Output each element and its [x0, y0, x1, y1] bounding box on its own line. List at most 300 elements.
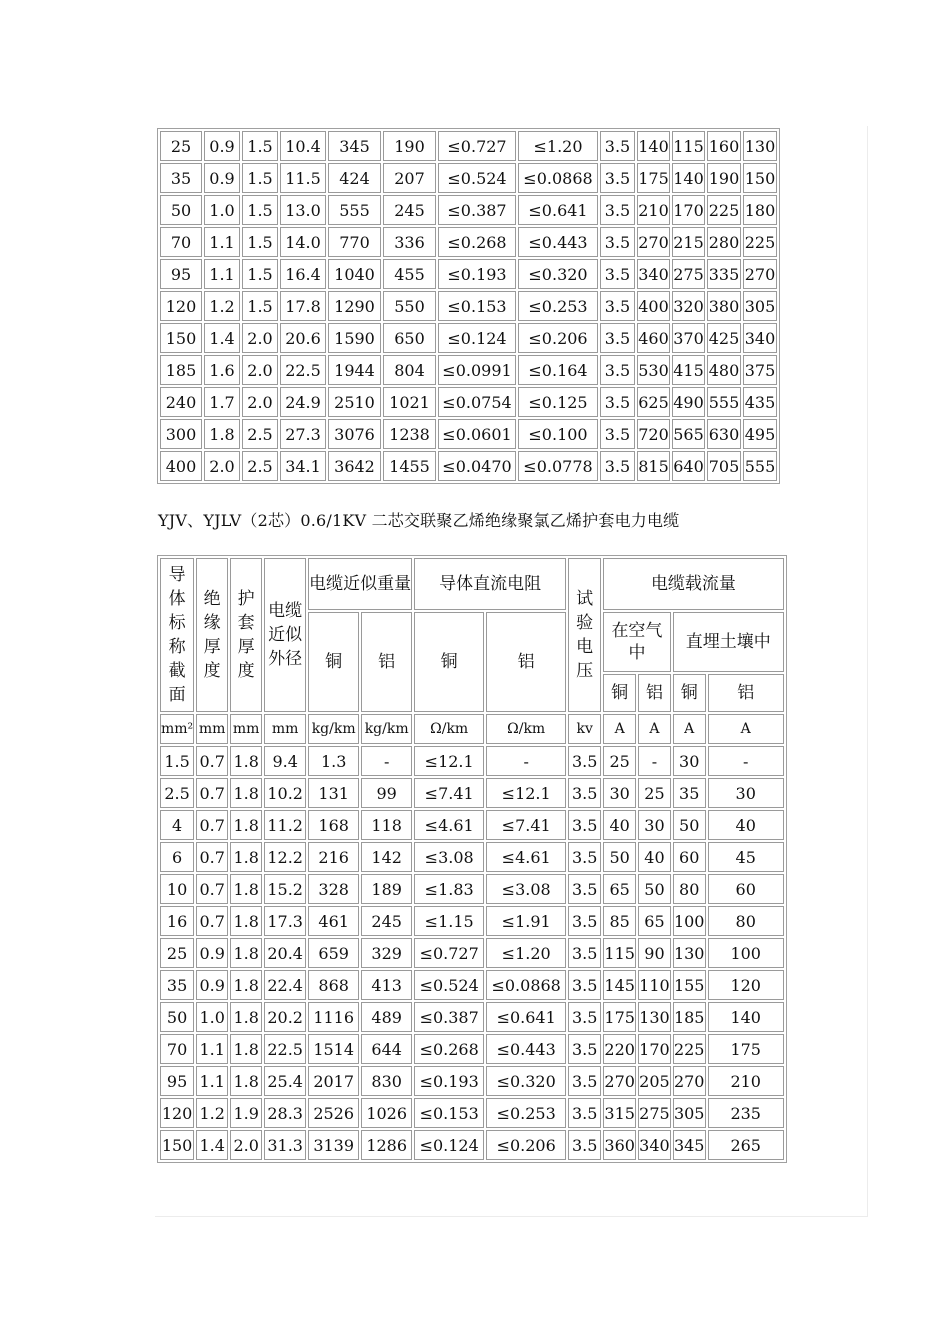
table-cell: 335 — [707, 259, 741, 289]
table-cell: 659 — [308, 938, 359, 968]
table-cell: 2526 — [308, 1098, 359, 1128]
table-cell: 15.2 — [264, 874, 306, 904]
table-cell: 95 — [160, 1066, 194, 1096]
table-cell: 461 — [308, 906, 359, 936]
header-resistance-aluminum: 铝 — [486, 612, 566, 712]
table-cell: 565 — [672, 419, 705, 449]
table-cell: 1.8 — [230, 842, 262, 872]
table-cell: 1455 — [383, 451, 436, 481]
table-cell: ≤0.727 — [438, 131, 516, 161]
table-cell: 11.5 — [280, 163, 326, 193]
table-cell: 120 — [708, 970, 784, 1000]
table-row — [160, 1098, 784, 1128]
table-cell: 2.0 — [242, 387, 278, 417]
table-cell: 360 — [603, 1130, 636, 1160]
table-cell: 130 — [743, 131, 777, 161]
table-cell: 3.5 — [600, 323, 635, 353]
table-cell: 3.5 — [600, 227, 635, 257]
table-cell: 190 — [707, 163, 741, 193]
table-cell: 1026 — [361, 1098, 412, 1128]
table-cell: 210 — [637, 195, 670, 225]
table-cell: 0.7 — [196, 810, 228, 840]
table-cell: 555 — [328, 195, 381, 225]
table-cell: 328 — [308, 874, 359, 904]
table-cell: 329 — [361, 938, 412, 968]
cable-spec-table-continued — [157, 128, 780, 484]
table-cell: - — [708, 746, 784, 776]
table-cell: 17.8 — [280, 291, 326, 321]
table-cell: 35 — [673, 778, 706, 808]
table-cell: 30 — [603, 778, 636, 808]
table-cell: 1.8 — [204, 419, 240, 449]
table-cell: ≤0.443 — [486, 1034, 566, 1064]
table-cell: 3.5 — [600, 131, 635, 161]
table-cell: 170 — [638, 1034, 671, 1064]
table-cell: 25 — [160, 938, 194, 968]
table-cell: ≤3.08 — [414, 842, 484, 872]
table-cell: ≤0.164 — [518, 355, 598, 385]
table-cell: 489 — [361, 1002, 412, 1032]
table-cell: 0.7 — [196, 842, 228, 872]
units-row — [160, 714, 784, 744]
header-ampacity: 电缆载流量 — [603, 558, 784, 610]
table-cell: 270 — [637, 227, 670, 257]
table-cell: 2.5 — [242, 419, 278, 449]
table-cell: 3.5 — [568, 938, 601, 968]
header-in-air: 在空气中 — [603, 612, 671, 672]
table-cell: 3.5 — [600, 419, 635, 449]
table-row — [160, 387, 777, 417]
table-cell: 1.5 — [242, 291, 278, 321]
table-cell: 20.4 — [264, 938, 306, 968]
unit-cell: A — [673, 714, 706, 744]
header-insulation: 绝缘厚度 — [196, 558, 228, 712]
table-cell: 380 — [707, 291, 741, 321]
table-cell: 435 — [743, 387, 777, 417]
table-cell: 100 — [673, 906, 706, 936]
table-cell: 210 — [708, 1066, 784, 1096]
unit-cell: Ω/km — [414, 714, 484, 744]
table-cell: 60 — [673, 842, 706, 872]
header-weight-aluminum: 铝 — [361, 612, 412, 712]
table-row — [160, 195, 777, 225]
table-cell: 30 — [673, 746, 706, 776]
unit-cell: kg/km — [361, 714, 412, 744]
table-cell: 400 — [160, 451, 202, 481]
table-cell: 28.3 — [264, 1098, 306, 1128]
table-cell: 3.5 — [568, 842, 601, 872]
table-cell: 40 — [603, 810, 636, 840]
table-cell: 155 — [673, 970, 706, 1000]
table-cell: 460 — [637, 323, 670, 353]
table-cell: ≤1.15 — [414, 906, 484, 936]
table-cell: 85 — [603, 906, 636, 936]
unit-cell: Ω/km — [486, 714, 566, 744]
table-row — [160, 163, 777, 193]
table-cell: 130 — [638, 1002, 671, 1032]
table-cell: 1.2 — [196, 1098, 228, 1128]
table-cell: 90 — [638, 938, 671, 968]
table-cell: 345 — [673, 1130, 706, 1160]
table-cell: 150 — [160, 323, 202, 353]
table-cell: 35 — [160, 970, 194, 1000]
table-cell: 300 — [160, 419, 202, 449]
header-voltage: 试验电压 — [568, 558, 601, 712]
table-cell: 280 — [707, 227, 741, 257]
table-cell: 225 — [743, 227, 777, 257]
table-row — [160, 1002, 784, 1032]
table-cell: 375 — [743, 355, 777, 385]
table-cell: 1.8 — [230, 970, 262, 1000]
table-cell: - — [638, 746, 671, 776]
table-cell: 1.2 — [204, 291, 240, 321]
table-cell: 120 — [160, 1098, 194, 1128]
table-cell: 1238 — [383, 419, 436, 449]
table-cell: 190 — [383, 131, 436, 161]
table-cell: 140 — [708, 1002, 784, 1032]
table-cell: 265 — [708, 1130, 784, 1160]
table-cell: 14.0 — [280, 227, 326, 257]
table-cell: 345 — [328, 131, 381, 161]
table-cell: 13.0 — [280, 195, 326, 225]
table-cell: 770 — [328, 227, 381, 257]
table-cell: 1.6 — [204, 355, 240, 385]
table-cell: 315 — [603, 1098, 636, 1128]
table-cell: ≤0.125 — [518, 387, 598, 417]
table2-body — [160, 746, 784, 1160]
table-cell: 131 — [308, 778, 359, 808]
table-cell: ≤1.83 — [414, 874, 484, 904]
table-cell: 34.1 — [280, 451, 326, 481]
table-cell: 150 — [743, 163, 777, 193]
unit-cell: mm — [196, 714, 228, 744]
table-cell: 1.8 — [230, 906, 262, 936]
table-row — [160, 970, 784, 1000]
table-cell: 1040 — [328, 259, 381, 289]
table-cell: 1116 — [308, 1002, 359, 1032]
table-cell: 216 — [308, 842, 359, 872]
table-cell: ≤0.443 — [518, 227, 598, 257]
table-cell: ≤0.727 — [414, 938, 484, 968]
header-in-soil: 直埋土壤中 — [673, 612, 784, 672]
table-cell: 336 — [383, 227, 436, 257]
header-weight: 电缆近似重量 — [308, 558, 412, 610]
table-cell: 1.9 — [230, 1098, 262, 1128]
table-cell: 160 — [707, 131, 741, 161]
table-cell: ≤1.20 — [518, 131, 598, 161]
table-cell: ≤0.524 — [414, 970, 484, 1000]
table-cell: 2017 — [308, 1066, 359, 1096]
table-row — [160, 451, 777, 481]
table1-body — [160, 131, 777, 481]
table-cell: 140 — [637, 131, 670, 161]
table-cell: 6 — [160, 842, 194, 872]
table-cell: 275 — [672, 259, 705, 289]
table-cell: 185 — [160, 355, 202, 385]
table-cell: 400 — [637, 291, 670, 321]
table-cell: 235 — [708, 1098, 784, 1128]
table-cell: ≤0.268 — [414, 1034, 484, 1064]
table-cell: 25 — [160, 131, 202, 161]
table-cell: 2510 — [328, 387, 381, 417]
table-cell: 1.5 — [242, 131, 278, 161]
table-row — [160, 778, 784, 808]
header-air-copper: 铜 — [603, 674, 636, 712]
table-cell: 2.0 — [230, 1130, 262, 1160]
table-cell: ≤0.641 — [518, 195, 598, 225]
table-cell: 1.8 — [230, 1066, 262, 1096]
header-soil-aluminum: 铝 — [708, 674, 784, 712]
table-cell: 170 — [672, 195, 705, 225]
table-cell: 480 — [707, 355, 741, 385]
table-cell: ≤0.387 — [414, 1002, 484, 1032]
table-cell: 550 — [383, 291, 436, 321]
table-cell: 1.8 — [230, 874, 262, 904]
table-row — [160, 419, 777, 449]
table-cell: ≤0.253 — [486, 1098, 566, 1128]
table-cell: 1.1 — [196, 1034, 228, 1064]
table-cell: ≤4.61 — [414, 810, 484, 840]
table-cell: 130 — [673, 938, 706, 968]
table-cell: 1.3 — [308, 746, 359, 776]
table-cell: 3.5 — [568, 1130, 601, 1160]
table-cell: 1.5 — [160, 746, 194, 776]
table-cell: 10 — [160, 874, 194, 904]
table-cell: 27.3 — [280, 419, 326, 449]
table-row — [160, 810, 784, 840]
table-cell: 99 — [361, 778, 412, 808]
table-cell: 17.3 — [264, 906, 306, 936]
table-cell: 720 — [637, 419, 670, 449]
table-cell: 95 — [160, 259, 202, 289]
table-cell: 45 — [708, 842, 784, 872]
table-cell: 1.8 — [230, 778, 262, 808]
table-cell: 142 — [361, 842, 412, 872]
table-cell: 11.2 — [264, 810, 306, 840]
table-cell: 3.5 — [568, 778, 601, 808]
table-cell: 3.5 — [600, 387, 635, 417]
table-cell: ≤0.206 — [518, 323, 598, 353]
table-cell: 270 — [603, 1066, 636, 1096]
table-cell: 413 — [361, 970, 412, 1000]
table-cell: 1.8 — [230, 938, 262, 968]
table-cell: 225 — [673, 1034, 706, 1064]
table-cell: ≤0.0601 — [438, 419, 516, 449]
table-cell: 1.8 — [230, 1002, 262, 1032]
table-cell: 1.5 — [242, 227, 278, 257]
table-cell: 30 — [708, 778, 784, 808]
unit-cell: kv — [568, 714, 601, 744]
table-cell: 1286 — [361, 1130, 412, 1160]
table-cell: 305 — [673, 1098, 706, 1128]
table-cell: 3076 — [328, 419, 381, 449]
table-cell: 640 — [672, 451, 705, 481]
unit-cell: A — [708, 714, 784, 744]
unit-cell: kg/km — [308, 714, 359, 744]
table-cell: ≤0.153 — [438, 291, 516, 321]
table-cell: 1.8 — [230, 1034, 262, 1064]
table-cell: ≤0.387 — [438, 195, 516, 225]
table-cell: 3.5 — [600, 355, 635, 385]
table-cell: 3.5 — [568, 970, 601, 1000]
table-cell: 25 — [603, 746, 636, 776]
table-row — [160, 131, 777, 161]
table-cell: 0.9 — [196, 970, 228, 1000]
table-cell: 2.0 — [242, 323, 278, 353]
table-cell: 625 — [637, 387, 670, 417]
table-cell: 530 — [637, 355, 670, 385]
header-soil-copper: 铜 — [673, 674, 706, 712]
table-cell: 3.5 — [600, 259, 635, 289]
table-cell: ≤12.1 — [414, 746, 484, 776]
table-cell: 205 — [638, 1066, 671, 1096]
table-cell: 175 — [708, 1034, 784, 1064]
header-resistance-copper: 铜 — [414, 612, 484, 712]
table-cell: 115 — [603, 938, 636, 968]
table-cell: 1.5 — [242, 259, 278, 289]
table-cell: ≤0.153 — [414, 1098, 484, 1128]
table-cell: ≤0.0991 — [438, 355, 516, 385]
table-cell: 80 — [708, 906, 784, 936]
table-cell: 495 — [743, 419, 777, 449]
table-cell: 0.9 — [196, 938, 228, 968]
table-cell: 1.1 — [204, 259, 240, 289]
table-cell: 22.5 — [264, 1034, 306, 1064]
table-row — [160, 906, 784, 936]
table-cell: 275 — [638, 1098, 671, 1128]
table-cell: ≤0.268 — [438, 227, 516, 257]
table-cell: 340 — [743, 323, 777, 353]
table-cell: 22.5 — [280, 355, 326, 385]
table-cell: 50 — [603, 842, 636, 872]
table-cell: 118 — [361, 810, 412, 840]
table-cell: 3.5 — [600, 195, 635, 225]
table-row — [160, 874, 784, 904]
table-cell: 270 — [673, 1066, 706, 1096]
table-cell: 2.0 — [204, 451, 240, 481]
table-cell: 1514 — [308, 1034, 359, 1064]
table-cell: 35 — [160, 163, 202, 193]
table-row — [160, 291, 777, 321]
header-weight-copper: 铜 — [308, 612, 359, 712]
table-row — [160, 227, 777, 257]
table-cell: - — [486, 746, 566, 776]
table-cell: 80 — [673, 874, 706, 904]
table-cell: 320 — [672, 291, 705, 321]
table-cell: 22.4 — [264, 970, 306, 1000]
unit-cell: mm² — [160, 714, 194, 744]
table-cell: 270 — [743, 259, 777, 289]
table-cell: ≤0.0778 — [518, 451, 598, 481]
table-cell: 3642 — [328, 451, 381, 481]
header-diameter: 电缆近似外径 — [264, 558, 306, 712]
table-cell: 830 — [361, 1066, 412, 1096]
table-cell: ≤0.100 — [518, 419, 598, 449]
table-cell: 630 — [707, 419, 741, 449]
table-cell: 16 — [160, 906, 194, 936]
table-cell: 240 — [160, 387, 202, 417]
table-cell: 3.5 — [568, 1098, 601, 1128]
table-cell: 705 — [707, 451, 741, 481]
table-cell: 65 — [638, 906, 671, 936]
table-cell: 10.2 — [264, 778, 306, 808]
table-cell: 175 — [603, 1002, 636, 1032]
table-cell: 1.5 — [242, 195, 278, 225]
table-cell: 115 — [672, 131, 705, 161]
table-cell: 415 — [672, 355, 705, 385]
table-cell: - — [361, 746, 412, 776]
table-cell: 555 — [743, 451, 777, 481]
table-cell: 0.7 — [196, 746, 228, 776]
table-cell: 1.4 — [204, 323, 240, 353]
table-cell: 207 — [383, 163, 436, 193]
table-cell: ≤0.0470 — [438, 451, 516, 481]
table-cell: 2.5 — [242, 451, 278, 481]
table-cell: ≤7.41 — [486, 810, 566, 840]
table-cell: 140 — [672, 163, 705, 193]
table-cell: 868 — [308, 970, 359, 1000]
table-row — [160, 938, 784, 968]
table-cell: 2.5 — [160, 778, 194, 808]
header-sheath: 护套厚度 — [230, 558, 262, 712]
table-cell: 455 — [383, 259, 436, 289]
two-core-cable-spec-table — [157, 555, 787, 1163]
table-cell: 1.4 — [196, 1130, 228, 1160]
table-cell: 3.5 — [568, 906, 601, 936]
table-row — [160, 259, 777, 289]
table-cell: ≤0.124 — [438, 323, 516, 353]
table-cell: 3.5 — [568, 746, 601, 776]
table-cell: ≤0.206 — [486, 1130, 566, 1160]
table-row — [160, 746, 784, 776]
table-cell: 30 — [638, 810, 671, 840]
table-cell: 424 — [328, 163, 381, 193]
table-cell: 3.5 — [568, 874, 601, 904]
table-cell: 215 — [672, 227, 705, 257]
table-cell: 3.5 — [568, 1066, 601, 1096]
table-cell: 25.4 — [264, 1066, 306, 1096]
header-air-aluminum: 铝 — [638, 674, 671, 712]
table-cell: 189 — [361, 874, 412, 904]
table-cell: 1.0 — [196, 1002, 228, 1032]
table-cell: 150 — [160, 1130, 194, 1160]
table-cell: 50 — [673, 810, 706, 840]
table-cell: ≤4.61 — [486, 842, 566, 872]
table-cell: 100 — [708, 938, 784, 968]
table-caption: YJV、YJLV（2芯）0.6/1KV 二芯交联聚乙烯绝缘聚氯乙烯护套电力电缆 — [158, 511, 680, 530]
table-cell: 50 — [160, 195, 202, 225]
table-cell: 25 — [638, 778, 671, 808]
table-cell: 340 — [637, 259, 670, 289]
table-row — [160, 842, 784, 872]
table-cell: 1.7 — [204, 387, 240, 417]
table-cell: 1.8 — [230, 746, 262, 776]
table-cell: ≤7.41 — [414, 778, 484, 808]
table-cell: ≤12.1 — [486, 778, 566, 808]
table-cell: 70 — [160, 227, 202, 257]
table-cell: 20.6 — [280, 323, 326, 353]
table-cell: 1.8 — [230, 810, 262, 840]
table-cell: 145 — [603, 970, 636, 1000]
table-cell: 65 — [603, 874, 636, 904]
table-cell: 0.9 — [204, 131, 240, 161]
table-cell: 3.5 — [600, 451, 635, 481]
table-cell: ≤0.0754 — [438, 387, 516, 417]
table-cell: ≤3.08 — [486, 874, 566, 904]
table-cell: 225 — [707, 195, 741, 225]
table-row — [160, 323, 777, 353]
table-cell: ≤1.20 — [486, 938, 566, 968]
